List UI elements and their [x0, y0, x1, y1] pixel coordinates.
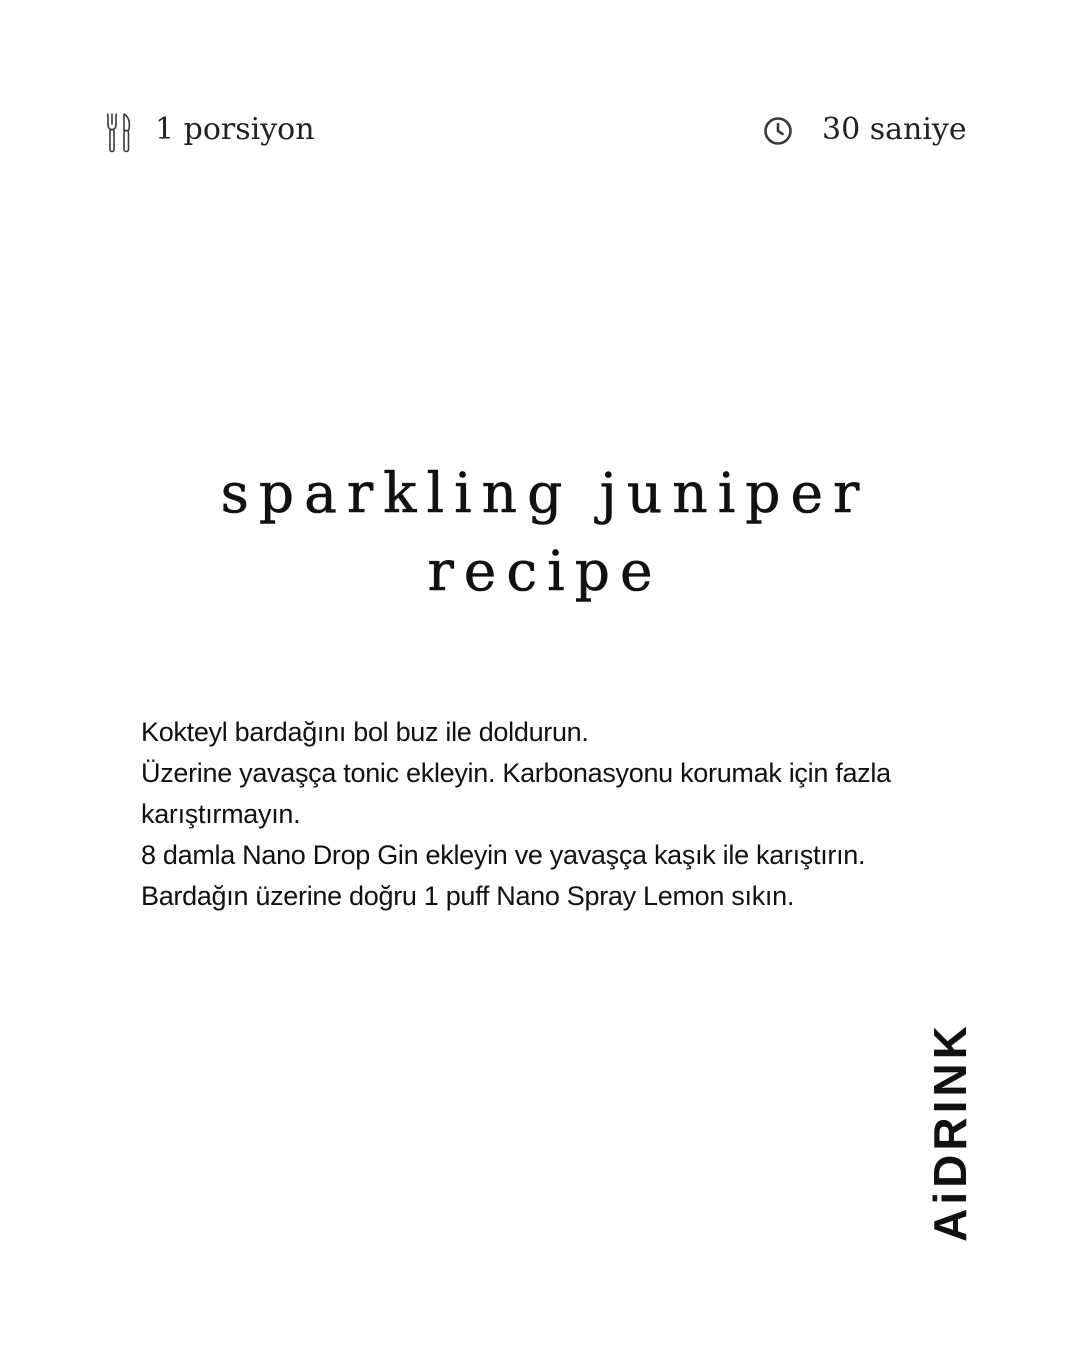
step-3: 8 damla Nano Drop Gin ekleyin ve yavaşça kaşık ile karıştırın.	[141, 840, 866, 870]
title-line-2: recipe	[427, 539, 663, 603]
servings-label: 1 porsiyon	[155, 112, 315, 147]
title-line-1: sparkling juniper	[220, 461, 870, 525]
brand-logo	[926, 1014, 974, 1254]
step-2: Üzerine yavaşça tonic ekleyin. Karbonasyonu korumak için fazla karıştırmayın.	[141, 758, 891, 829]
time-info	[762, 112, 977, 154]
fork-knife-icon	[105, 112, 133, 154]
brand-logo-text: AiDRINK	[924, 1022, 976, 1242]
step-4: Bardağın üzerine doğru 1 puff Nano Spray Lemon sıkın.	[141, 881, 795, 911]
recipe-title	[0, 454, 1080, 610]
step-1: Kokteyl bardağını bol buz ile doldurun.	[141, 717, 589, 747]
clock-icon	[762, 115, 794, 147]
time-label: 30 saniye	[822, 112, 967, 147]
recipe-steps	[141, 712, 941, 917]
servings-info	[105, 112, 335, 154]
